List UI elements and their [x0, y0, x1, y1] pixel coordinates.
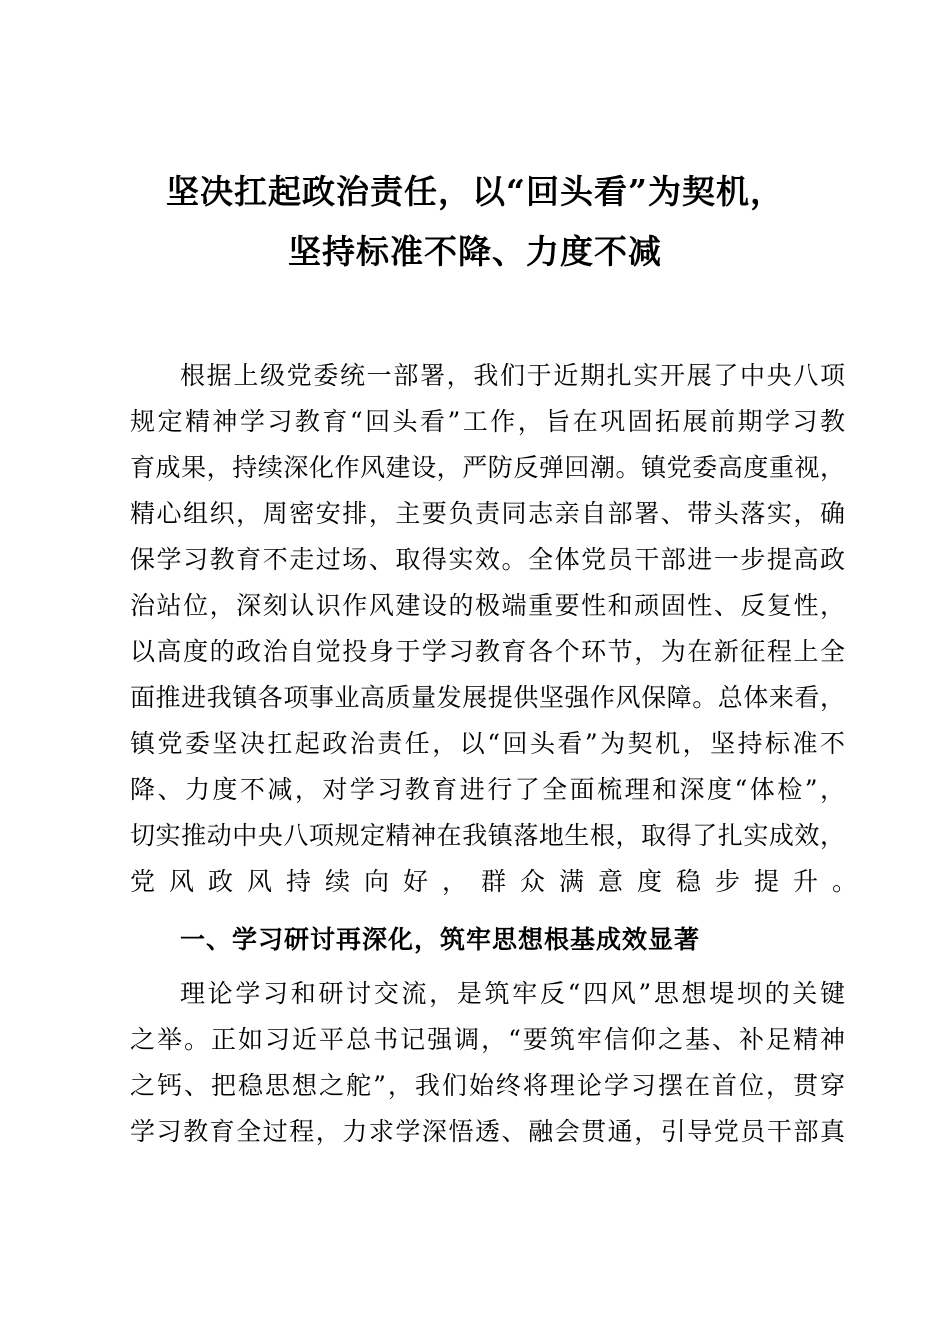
document-title-line-1: 坚决扛起政治责任，以“回头看”为契机， — [166, 172, 784, 211]
paragraph-line: 治站位，深刻认识作风建设的极端重要性和顽固性、反复性， — [130, 591, 845, 620]
paragraph-line: 以高度的政治自觉投身于学习教育各个环节，为在新征程上全 — [130, 637, 845, 666]
paragraph-line: 党风政风持续向好，群众满意度稳步提升。 — [130, 867, 872, 896]
section-heading: 一、学习研讨再深化，筑牢思想根基成效显著 — [180, 925, 701, 954]
paragraph-line: 切实推动中央八项规定精神在我镇落地生根，取得了扎实成效， — [130, 821, 845, 850]
paragraph-line: 理论学习和研讨交流，是筑牢反“四风”思想堤坝的关键 — [180, 979, 845, 1008]
paragraph-line: 育成果，持续深化作风建设，严防反弹回潮。镇党委高度重视， — [130, 453, 845, 482]
paragraph-line: 精心组织，周密安排，主要负责同志亲自部署、带头落实，确 — [130, 499, 845, 528]
document-title-line-2: 坚持标准不降、力度不减 — [288, 232, 662, 271]
paragraph-line: 规定精神学习教育“回头看”工作，旨在巩固拓展前期学习教 — [130, 407, 845, 436]
paragraph-line: 面推进我镇各项事业高质量发展提供坚强作风保障。总体来看， — [130, 683, 845, 712]
paragraph-line: 之举。正如习近平总书记强调，“要筑牢信仰之基、补足精神 — [130, 1025, 845, 1054]
paragraph-line: 降、力度不减，对学习教育进行了全面梳理和深度“体检”， — [130, 775, 845, 804]
paragraph-line: 根据上级党委统一部署，我们于近期扎实开展了中央八项 — [180, 361, 845, 390]
paragraph-line: 之钙、把稳思想之舵”，我们始终将理论学习摆在首位，贯穿 — [130, 1071, 845, 1100]
paragraph-line: 学习教育全过程，力求学深悟透、融会贯通，引导党员干部真 — [130, 1117, 845, 1146]
paragraph-line: 镇党委坚决扛起政治责任，以“回头看”为契机，坚持标准不 — [130, 729, 845, 758]
paragraph-line: 保学习教育不走过场、取得实效。全体党员干部进一步提高政 — [130, 545, 845, 574]
